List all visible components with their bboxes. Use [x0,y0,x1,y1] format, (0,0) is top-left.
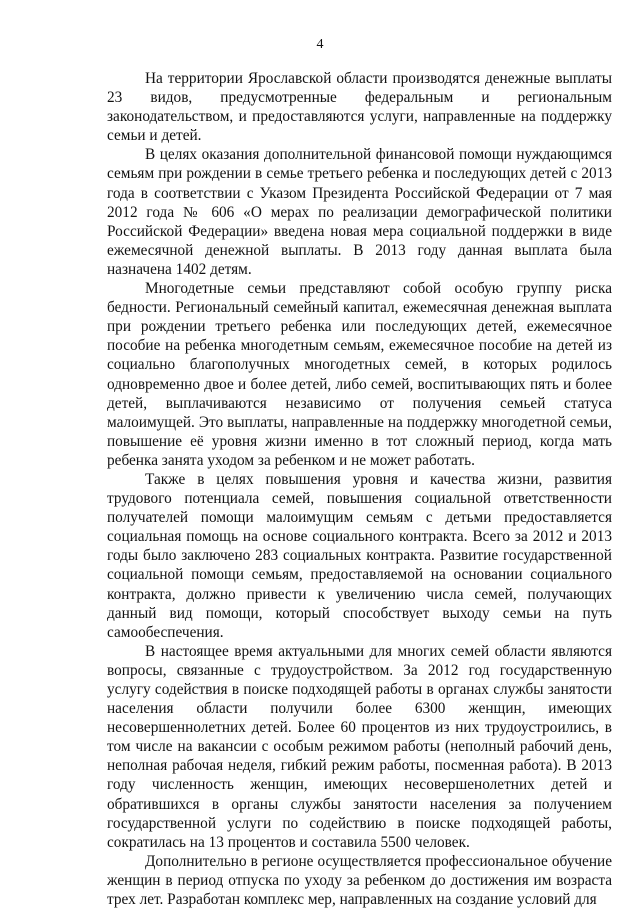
paragraph-payments-overview: На территории Ярославской области производятся денежные выплаты 23 видов, предусмотренные федеральным и региональным законодательством, и предоставляются услуги, направленные на поддержку семьи и детей. [107,70,612,145]
paragraph-social-contract: Также в целях повышения уровня и качества жизни, развития трудового потенциала семей, повышения социальной ответственности получателей помощи малоимущим семьям с детьми предоставляется социальная помощь на основе социального контракта. Всего за 2012 и 2013 годы было заключено 283 социальных контракта. Развитие государственной социальной помощи семьям, предоставляемой на основании социального контракта, должно привести к увеличению числа семей, получающих данный вид помощи, который способствует выходу семьи на путь самообеспечения. [107,470,612,641]
page-number: 4 [316,37,324,52]
paragraph-employment: В настоящее время актуальными для многих семей области являются вопросы, связанные с трудоустройством. За 2012 год государственную услугу содействия в поиске подходящей работы в органах службы занятости населения области получили более 6300 женщин, имеющих несовершеннолетних детей. Более 60 процентов из них трудоустроились, в том числе на вакансии с особым режимом работы (неполный рабочий день, неполная рабочая неделя, гибкий режим работы, посменная работа). В 2013 году численность женщин, имеющих несовершенолетних детей и обратившихся в органы службы занятости населения за получением государственной услуги по содействию в поиске подходящей работы, сократилась на 13 процентов и составила 5500 человек. [107,642,612,851]
paragraph-vocational-training: Дополнительно в регионе осуществляется профессиональное обучение женщин в период отпуска по уходу за ребенком до достижения им возраста трех лет. Разработан комплекс мер, направленных на создание условий для [107,852,612,909]
paragraph-large-families: Многодетные семьи представляют собой особую группу риска бедности. Региональный семейный капитал, ежемесячная денежная выплата при рождении третьего ребенка или последующих детей, ежемесячное пособие на ребенка многодетным семьям, ежемесячное пособие на детей из социально благополучных многодетных семей, в которых родилось одновременно двое и более детей, либо семей, воспитывающих пять и более детей, выплачиваются независимо от получения семьей статуса малоимущей. Это выплаты, направленные на поддержку многодетной семьи, повышение её уровня жизни именно в тот сложный период, когда мать ребенка занята уходом за ребенком и не может работать. [107,280,612,469]
document-body [107,69,612,909]
paragraph-third-child-payment: В целях оказания дополнительной финансовой помощи нуждающимся семьям при рождении в семье третьего ребенка и последующих детей с 2013 года в соответствии с Указом Президента Российской Федерации от 7 мая 2012 года № 606 «О мерах по реализации демографической политики Российской Федерации» введена новая мера социальной поддержки в виде ежемесячной денежной выплаты. В 2013 году данная выплата была назначена 1402 детям. [107,146,612,278]
